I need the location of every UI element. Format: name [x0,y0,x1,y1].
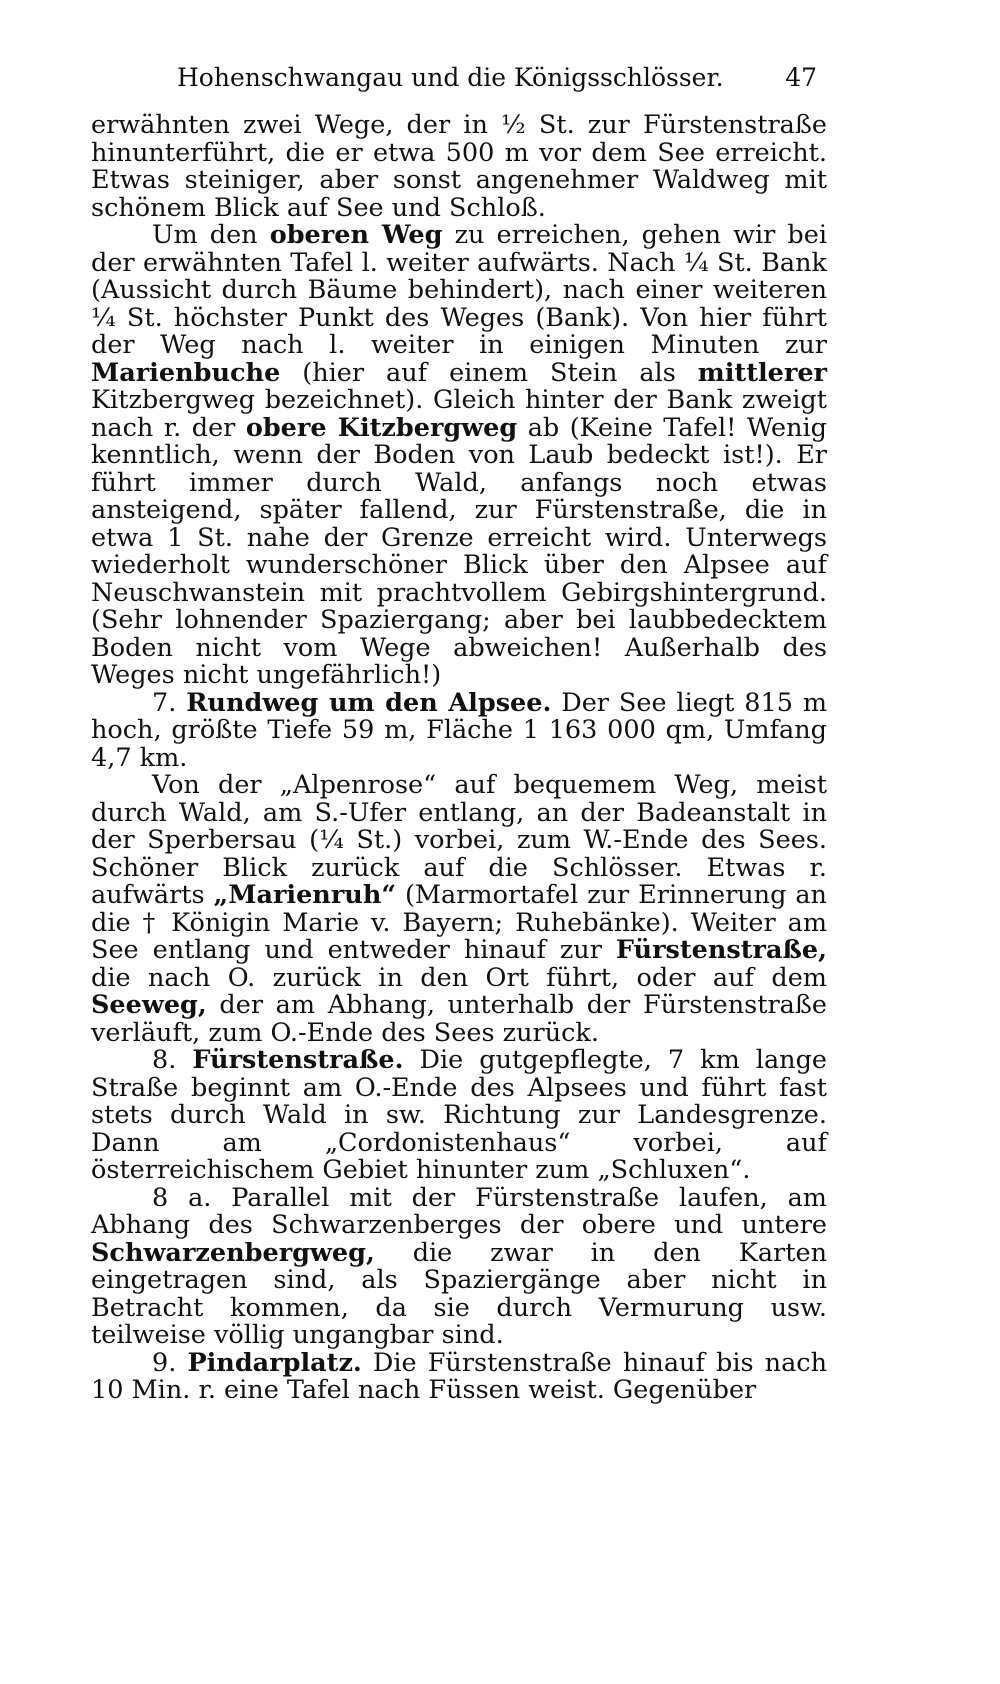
text-run: (Marmortafel zur Erinnerung an die † Königin Marie v. Bayern; Ruhebänke). Weiter am See entlang und entweder hinauf zur [91,880,827,965]
paragraph [91,772,827,1047]
text-run: (hier auf einem Stein als [280,357,698,388]
text-run: Kitzbergweg bezeichnet). Gleich hinter der Bank zweigt nach r. der [91,385,827,443]
bold-term: mittlerer [697,357,827,388]
text-run: erwähnten zwei Wege, der in ½ St. zur Fürstenstraße hinunterführt, die er etwa 500 m vor dem See erreicht. Etwas steiniger, aber sonst angenehmer Waldweg mit schönem Blick auf See und Schloß. [91,110,827,223]
bold-term: Fürstenstraße. [192,1045,404,1075]
text-run: Um den [152,220,270,250]
text-run: 8. [152,1045,193,1075]
bold-term: obere Kitzbergweg [245,412,518,443]
bold-term: Schwarzenbergweg, [91,1237,375,1268]
body-text [91,112,827,1405]
running-title: Hohenschwangau und die Königsschlösser. [177,63,724,92]
bold-term: Fürstenstraße, [615,935,827,965]
bold-term: „Marienruh“ [213,880,397,910]
bold-term: Pindarplatz. [187,1347,362,1378]
text-run: ab (Keine Tafel! Wenig kenntlich, wenn der Boden von Laub bedeckt ist!). Er führt immer durch Wald, anfangs noch etwas ansteigend, später fallend, zur Fürstenstraße, die in etwa 1 St. nahe der Grenze erreicht wird. Unterwegs wiederholt wunderschöner Blick über den Alpsee auf Neuschwanstein mit prachtvollem Gebirgshintergrund. (Sehr lohnender Spaziergang; aber bei laubbedecktem Boden nicht vom Wege abweichen! Außerhalb des Weges nicht ungefährlich!) [91,412,828,690]
paragraph [91,222,827,690]
paragraph [91,1182,827,1350]
paragraph [91,112,827,222]
text-run: 8 a. Parallel mit der Fürstenstraße laufen, am Abhang des Schwarzenberges der obere und untere [91,1182,827,1240]
bold-term: oberen Weg [269,220,443,250]
running-header [177,58,817,98]
text-run: Die Fürstenstraße hinauf bis nach 10 Min. r. eine Tafel nach Füssen weist. Gegenüber [91,1347,827,1405]
text-run: Die gutgepflegte, 7 km lange Straße beginnt am O.-Ende des Alpsees und führt fast stets durch Wald in sw. Richtung zur Landesgrenze. Dann am „Cordonistenhaus“ vorbei, auf österreichischem Gebiet hinunter zum „Schluxen“. [91,1045,828,1185]
paragraph [91,1047,827,1185]
text-run: der am Abhang, unterhalb der Fürstenstraße verläuft, zum O.-Ende des Sees zurück. [91,990,827,1048]
bold-term: Seeweg, [91,990,207,1020]
paragraph [91,1347,827,1405]
bold-term: Rundweg um den Alpsee. [186,687,552,718]
text-run: Der See liegt 815 m hoch, größte Tiefe 59 m, Fläche 1 163 000 qm, Umfang 4,7 km. [91,687,827,773]
bold-term: Marienbuche [91,357,281,388]
paragraph [91,687,827,773]
text-run: Von der „Alpenrose“ auf bequemem Weg, meist durch Wald, am S.-Ufer entlang, an der Badeanstalt in der Sperbersau (¼ St.) vorbei, zum W.-Ende des Sees. Schöner Blick zurück auf die Schlösser. Etwas r. aufwärts [91,770,827,910]
text-run: zu erreichen, gehen wir bei der erwähnten Tafel l. weiter aufwärts. Nach ¼ St. Bank (Aussicht durch Bäume behindert), nach einer weiteren ¼ St. höchster Punkt des Weges (Bank). Von hier führt der Weg nach l. weiter in einigen Minuten zur [91,220,827,360]
page-number: 47 [785,63,817,92]
text-run: die nach O. zurück in den Ort führt, oder auf dem [91,962,827,993]
text-run: 9. [152,1347,188,1378]
text-run: 7. [152,687,187,718]
text-run: die zwar in den Karten eingetragen sind, als Spaziergänge aber nicht in Betracht kommen, da sie durch Vermurung usw. teilweise völlig ungangbar sind. [91,1237,827,1350]
